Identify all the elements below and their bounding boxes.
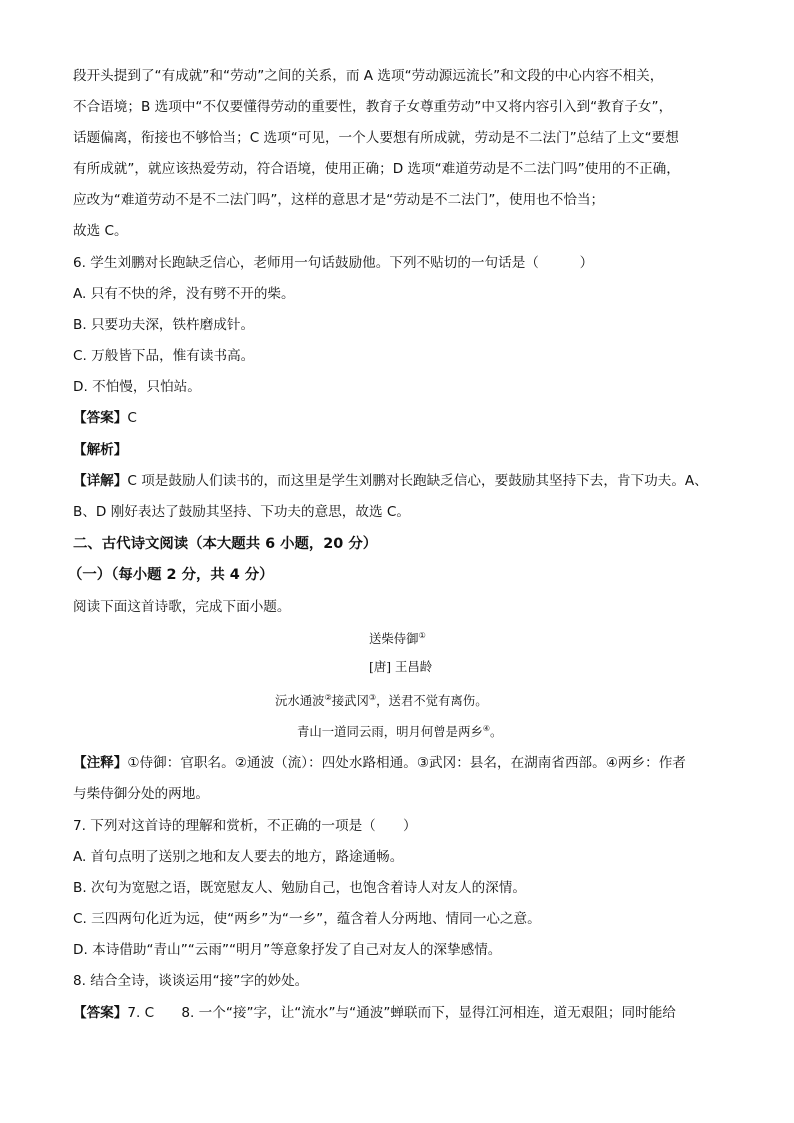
q6-option-a: A. 只有不快的斧，没有劈不开的柴。 xyxy=(73,286,295,302)
poem-line-1-a: 沅水通波 xyxy=(275,693,325,709)
poem-line-1 xyxy=(275,689,488,710)
poem-line-1-c: ，送君不觉有离伤。 xyxy=(376,693,488,709)
poem-line-1-mark-1: ② xyxy=(324,693,332,702)
para1-line-5: 应改为“难道劳动不是不二法门吗”，这样的意思才是“劳动是不二法门”，使用也不恰当； xyxy=(73,192,605,208)
poem-line-2-a: 青山一道同云雨，明月何曾是两乡 xyxy=(297,724,483,740)
q6-answer-line xyxy=(73,408,137,428)
section2-heading: 二、古代诗文阅读（本大题共 6 小题，20 分） xyxy=(73,536,378,552)
q6-analysis-line xyxy=(73,440,127,460)
notes-text-1: ①侍御：官职名。②通波（流）：四处水路相通。③武冈：县名，在湖南省西部。④两乡：作者 xyxy=(127,755,686,771)
poem-title-text: 送柴侍御 xyxy=(369,631,419,647)
poem-line-1-b: 接武冈 xyxy=(331,693,369,709)
q6-option-b: B. 只要功夫深，铁杵磨成针。 xyxy=(73,317,255,333)
para1-line-6: 故选 C。 xyxy=(73,223,128,239)
detail-tag: 【详解】 xyxy=(73,473,128,489)
q6-answer: C xyxy=(127,410,137,426)
poem-line-1-mark-2: ③ xyxy=(368,693,377,702)
q6-option-c: C. 万般皆下品，惟有读书高。 xyxy=(73,348,255,364)
notes-line-1 xyxy=(73,753,686,773)
q7-option-a: A. 首句点明了送别之地和友人要去的地方，路途通畅。 xyxy=(73,849,404,865)
poem-line-2 xyxy=(297,720,502,741)
q6-detail-text-1: C 项是鼓励人们读书的，而这里是学生刘鹏对长跑缺乏信心，要鼓励其坚持下去，肯下功夫。A、 xyxy=(127,473,708,489)
answer-tag: 【答案】 xyxy=(73,410,128,426)
poem-title xyxy=(369,627,426,648)
q6-option-d: D. 不怕慢，只怕站。 xyxy=(73,379,201,395)
para1-line-2: 不合语境；B 选项中“不仅要懂得劳动的重要性，教育子女尊重劳动”中又将内容引入到“教育子女”， xyxy=(73,99,673,115)
answer78-tag: 【答案】 xyxy=(73,1005,128,1021)
q7-option-b: B. 次句为宽慰之语，既宽慰友人、勉励自己，也饱含着诗人对友人的深情。 xyxy=(73,880,526,896)
q7-stem: 7. 下列对这首诗的理解和赏析，不正确的一项是（ ） xyxy=(73,818,417,834)
poem-title-mark: ① xyxy=(418,631,426,640)
poem-line-2-b: 。 xyxy=(490,724,503,740)
q7-option-c: C. 三四两句化近为远，使“两乡”为“一乡”，蕴含着人分两地、情同一心之意。 xyxy=(73,911,541,927)
poem-author: [唐] 王昌龄 xyxy=(369,659,433,674)
para1-line-3: 话题偏离，衔接也不够恰当；C 选项“可见，一个人要想有所成就，劳动是不二法门”总结了上文“要想 xyxy=(73,130,679,146)
answer78-text: 7. C 8. 一个“接”字，让“流水”与“通波”蝉联而下，显得江河相连，道无艰阻；同时能给 xyxy=(127,1005,676,1021)
section2-intro: 阅读下面这首诗歌，完成下面小题。 xyxy=(73,599,291,615)
notes-line-2: 与柴侍御分处的两地。 xyxy=(73,786,209,802)
para1-line-1: 段开头提到了“有成就”和“劳动”之间的关系，而 A 选项“劳动源远流长”和文段的中心内容不相关， xyxy=(73,68,664,84)
para1-line-4: 有所成就”，就应该热爱劳动，符合语境，使用正确；D 选项“难道劳动是不二法门吗”使用的不正确， xyxy=(73,161,680,177)
q6-stem: 6. 学生刘鹏对长跑缺乏信心，老师用一句话鼓励他。下列不贴切的一句话是（ ） xyxy=(73,255,594,271)
q8-stem: 8. 结合全诗，谈谈运用“接”字的妙处。 xyxy=(73,973,309,989)
q6-detail-line-2: B、D 刚好表达了鼓励其坚持、下功夫的意思，故选 C。 xyxy=(73,504,410,520)
poem-line-2-mark: ④ xyxy=(482,724,491,733)
notes-tag: 【注释】 xyxy=(73,755,128,771)
analysis-tag: 【解析】 xyxy=(73,442,128,458)
q7-option-d: D. 本诗借助“青山”“云雨”“明月”等意象抒发了自己对友人的深挚感情。 xyxy=(73,942,502,958)
section2-subheading: （一）（每小题 2 分，共 4 分） xyxy=(68,567,274,583)
q6-detail-line-1 xyxy=(73,471,708,491)
answer78-line xyxy=(73,1003,676,1023)
